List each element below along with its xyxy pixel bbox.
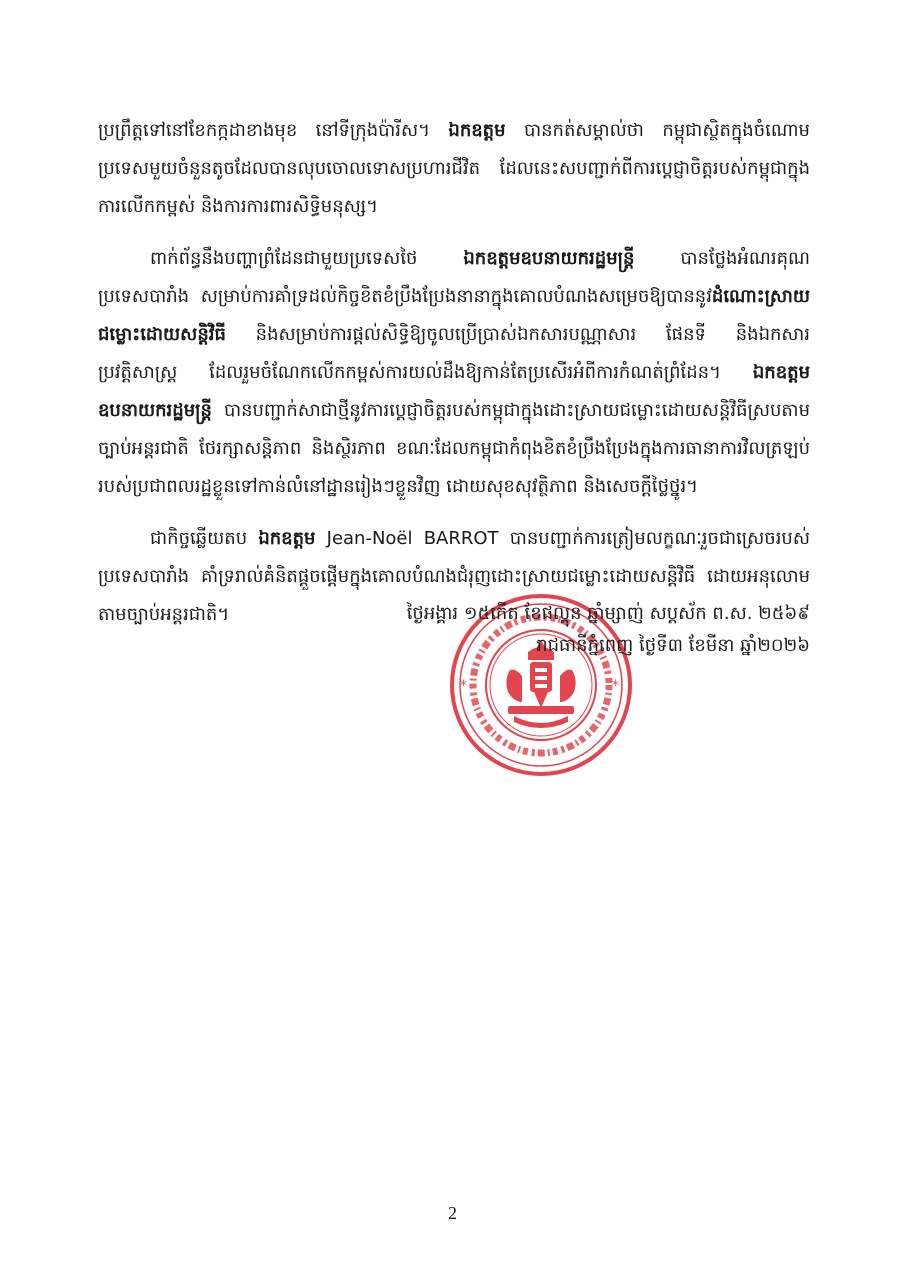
text-run: Jean-Noël BARROT បានបញ្ជាក់ការត្រៀមលក្ខណៈរួចជាស្រេចរបស់ប្រទេសបារាំង គាំទ្ររាល់គំនិតផ្តួចផ្តើមក្នុងគោលបំណងជំរុញដោះស្រាយជម្លោះដោយសន្តិវិធី ដោយអនុលោមតាមច្បាប់អន្តរជាតិ។ — [98, 528, 810, 625]
paragraph — [98, 112, 810, 226]
page-number: 2 — [448, 1203, 457, 1223]
bold-text-run: ឯកឧត្តមឧបនាយករដ្ឋមន្ត្រី — [98, 362, 810, 421]
date-block — [360, 598, 810, 662]
text-run: ប្រព្រឹត្តទៅនៅខែកក្កដាខាងមុខ នៅទីក្រុងប៉ារីស។ — [98, 120, 449, 141]
solar-date-location: រាជធានីភ្នំពេញ ថ្ងៃទី៣ ខែមីនា ឆ្នាំ២០២៦ — [536, 635, 810, 656]
bold-text-run: ឯកឧត្តម — [448, 120, 506, 141]
bold-text-run: ដំណោះស្រាយជម្លោះដោយសន្តិវិធី — [98, 286, 810, 345]
svg-text:*: * — [612, 678, 619, 694]
text-run: បានបញ្ជាក់សាជាថ្មីនូវការប្តេជ្ញាចិត្តរបស់កម្ពុជាក្នុងដោះស្រាយជម្លោះដោយសន្តិវិធីស្របតាមច្បាប់អន្តរជាតិ ថែរក្សាសន្តិភាព និងស្ថិរភាព ខណៈដែលកម្ពុជាកំពុងខិតខំប្រឹងប្រែងក្នុងការធានាការវិលត្រឡប់របស់ប្រជាពលរដ្ឋខ្លួនទៅកាន់លំនៅដ្ឋានរៀងៗខ្លួនវិញ ដោយសុខសុវត្ថិភាព និងសេចក្តីថ្លៃថ្នូរ។ — [98, 400, 810, 497]
text-run: ពាក់ព័ន្ធនឹងបញ្ហាព្រំដែនជាមួយប្រទេសថៃ — [150, 248, 464, 269]
document-body — [98, 112, 810, 648]
paragraph — [98, 240, 810, 506]
text-run: បានកត់សម្គាល់ថា កម្ពុជាស្ថិតក្នុងចំណោមប្រទេសមួយចំនួនតូចដែលបានលុបចោលទោសប្រហារជីវិត ដែលនេះសបញ្ជាក់ពីការប្តេជ្ញាចិត្តរបស់កម្ពុជាក្នុងការលើកកម្ពស់ និងការការពារសិទ្ធិមនុស្ស។ — [98, 120, 810, 217]
bold-text-run: ឯកឧត្តមឧបនាយករដ្ឋមន្ត្រី — [463, 248, 635, 269]
text-run: និងសម្រាប់ការផ្តល់សិទ្ធិឱ្យចូលប្រើប្រាស់ឯកសារបណ្ណាសារ ផែនទី និងឯកសារប្រវត្តិសាស្ត្រ ដែលរួមចំណែកលើកកម្ពស់ការយល់ដឹងឱ្យកាន់តែប្រសើរអំពីការកំណត់ព្រំដែន។ — [98, 324, 810, 383]
text-run: ជាកិច្ចឆ្លើយតប — [150, 528, 259, 549]
lunar-date: ថ្ងៃអង្គារ ១៥កើត ខែផល្គុន ឆ្នាំម្សាញ់ សប្តស័ក ព.ស. ២៥៦៩ — [406, 603, 810, 624]
text-run: បានថ្លែងអំណរគុណប្រទេសបារាំង សម្រាប់ការគាំទ្រដល់កិច្ចខិតខំប្រឹងប្រែងនានាក្នុងគោលបំណងសម្រេចឱ្យបាននូវ — [98, 248, 810, 307]
bold-text-run: ឯកឧត្តម — [258, 528, 316, 549]
svg-text:*: * — [460, 678, 467, 694]
